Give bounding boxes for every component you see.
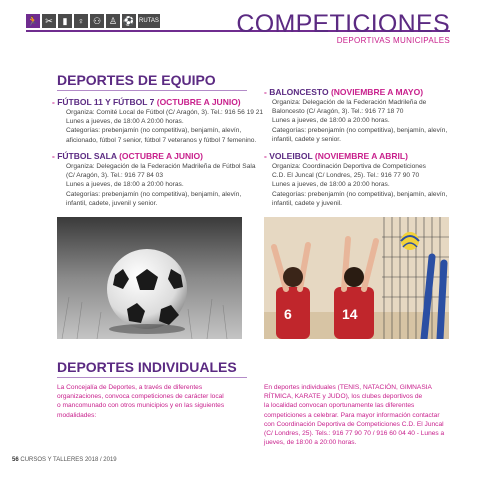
subsection-baloncesto [264, 87, 423, 97]
voleibol-date: (NOVIEMBRE A ABRIL) [314, 151, 408, 161]
detail-line: Lunes a jueves, de 18:00 a 20:00 horas. [66, 181, 184, 189]
subsection-voleibol [264, 151, 408, 161]
dash-marker: - [264, 87, 270, 97]
dash-marker: - [52, 97, 58, 107]
info-line: con Coordinación Deportiva de Competiciones C.D. El Juncal [264, 420, 444, 428]
baloncesto-date: (NOVIEMBRE A MAYO) [330, 87, 424, 97]
futbol11-date: (OCTUBRE A JUNIO) [156, 97, 241, 107]
section-title-individuales: DEPORTES INDIVIDUALES [57, 359, 237, 375]
info-line: En deportes individuales (TENIS, NATACIÓN, GIMNASIA [264, 384, 432, 391]
baloncesto-name: BALONCESTO [269, 87, 329, 97]
volleyball-photo [264, 217, 449, 339]
detail-line: infantil, cadete y senior. [272, 135, 341, 143]
detail-line: Categorías: prebenjamín (no competitiva), benjamín, alevín, [272, 190, 448, 198]
detail-line: Lunes a jueves, de 18:00 a 20:00 horas. [272, 181, 390, 189]
futbolsala-name: FÚTBOL SALA [57, 151, 117, 161]
intro-line: La Concejalía de Deportes, a través de diferentes [57, 384, 203, 391]
info-line: (C/ Londres, 25). Tels.: 916 77 90 70 / 916 60 04 40 - Lunes a [264, 430, 445, 438]
futbolsala-date: (OCTUBRE A JUNIO) [119, 151, 203, 161]
baloncesto-details [272, 98, 472, 144]
section-underline [57, 377, 247, 378]
rutas-badge: RUTAS [138, 14, 160, 28]
info-line: jueves, de 18:00 a 20:00 horas. [264, 439, 357, 447]
detail-line: Organiza: Delegación de la Federación Madrileña de [272, 99, 427, 106]
page-number: 56 [12, 457, 19, 463]
detail-line: Categorías: prebenjamín (no competitiva), benjamín, alevín, [272, 126, 448, 134]
futbolsala-details [66, 162, 266, 208]
individuales-intro [57, 383, 257, 420]
detail-line: Organiza: Delegación de la Federación Madrileña de Fútbol Sala [66, 163, 256, 170]
section-underline [57, 90, 247, 91]
running-icon: 🏃 [27, 16, 39, 26]
page-title: COMPETICIONES [236, 10, 450, 38]
detail-line: Categorías: prebenjamín (no competitiva), benjamín, alevín, [66, 127, 242, 135]
detail-line: Baloncesto (C/ Aragón, 3). Tel.: 916 77 18 70 [272, 108, 404, 116]
dash-marker: - [52, 151, 58, 161]
jersey-number-left: 6 [284, 306, 292, 322]
person-icon: ♙ [106, 14, 120, 28]
detail-line: Lunes a jueves, de 18:00 a 20:00 horas. [272, 117, 390, 125]
page-subtitle: DEPORTIVAS MUNICIPALES [336, 36, 450, 45]
futbol11-details [66, 108, 266, 145]
fitness-icon: ▮ [58, 14, 72, 28]
intro-line: organizaciones, convoca competiciones de carácter local [57, 393, 224, 401]
dash-marker: - [264, 151, 270, 161]
subsection-futbol-sala [52, 151, 203, 161]
couple-icon: ⚇ [90, 14, 104, 28]
info-line: competiciones a celebrar. Para mayor información contactar [264, 411, 440, 419]
futbol11-name: FÚTBOL 11 Y FÚTBOL 7 [57, 97, 155, 107]
detail-line: aficionado, fútbol 7 senior, fútbol 7 veteranos y fútbol 7 femenino. [66, 136, 257, 144]
section-title-equipo: DEPORTES DE EQUIPO [57, 72, 216, 88]
footer-text: CURSOS Y TALLERES 2018 / 2019 [20, 457, 117, 463]
football-photo [57, 217, 242, 339]
detail-line: C.D. El Juncal (C/ Londres, 25). Tel.: 916 77 90 70 [272, 172, 420, 180]
detail-line: Lunes a jueves, de 18:00 A 20:00 horas. [66, 118, 184, 126]
football-image [57, 217, 242, 339]
activity-icon-strip [26, 14, 160, 28]
info-line: la localidad convocan oportunamente las diferentes [264, 402, 415, 410]
volleyball-image [264, 217, 449, 339]
detail-line: (C/ Aragón, 3). Tel.: 916 77 84 03 [66, 172, 164, 180]
detail-line: Organiza: Comité Local de Fútbol (C/ Aragón, 3). Tel.: 916 56 19 21 [66, 109, 264, 116]
scissors-icon: ✂ [42, 14, 56, 28]
subsection-futbol-11 [52, 97, 241, 107]
individuales-info [264, 383, 464, 447]
info-line: RÍTMICA, KARATE y JUDO), los clubes deportivos de [264, 393, 423, 401]
detail-line: infantil, cadete y juvenil. [272, 199, 343, 207]
jersey-number-right: 14 [342, 306, 358, 322]
intro-line: o mancomunado con otros municipios y en las siguientes [57, 402, 225, 410]
voleibol-details [272, 162, 472, 208]
voleibol-name: VOLEIBOL [269, 151, 313, 161]
intro-line: modalidades: [57, 411, 97, 419]
page-footer [12, 457, 117, 463]
dance-icon: ♀ [74, 14, 88, 28]
sport-icon: ⚽ [123, 16, 135, 26]
detail-line: Organiza: Coordinación Deportiva de Competiciones [272, 163, 426, 170]
detail-line: Categorías: prebenjamín (no competitiva), benjamín, alevín, [66, 190, 242, 198]
detail-line: infantil, cadete, juvenil y senior. [66, 199, 158, 207]
